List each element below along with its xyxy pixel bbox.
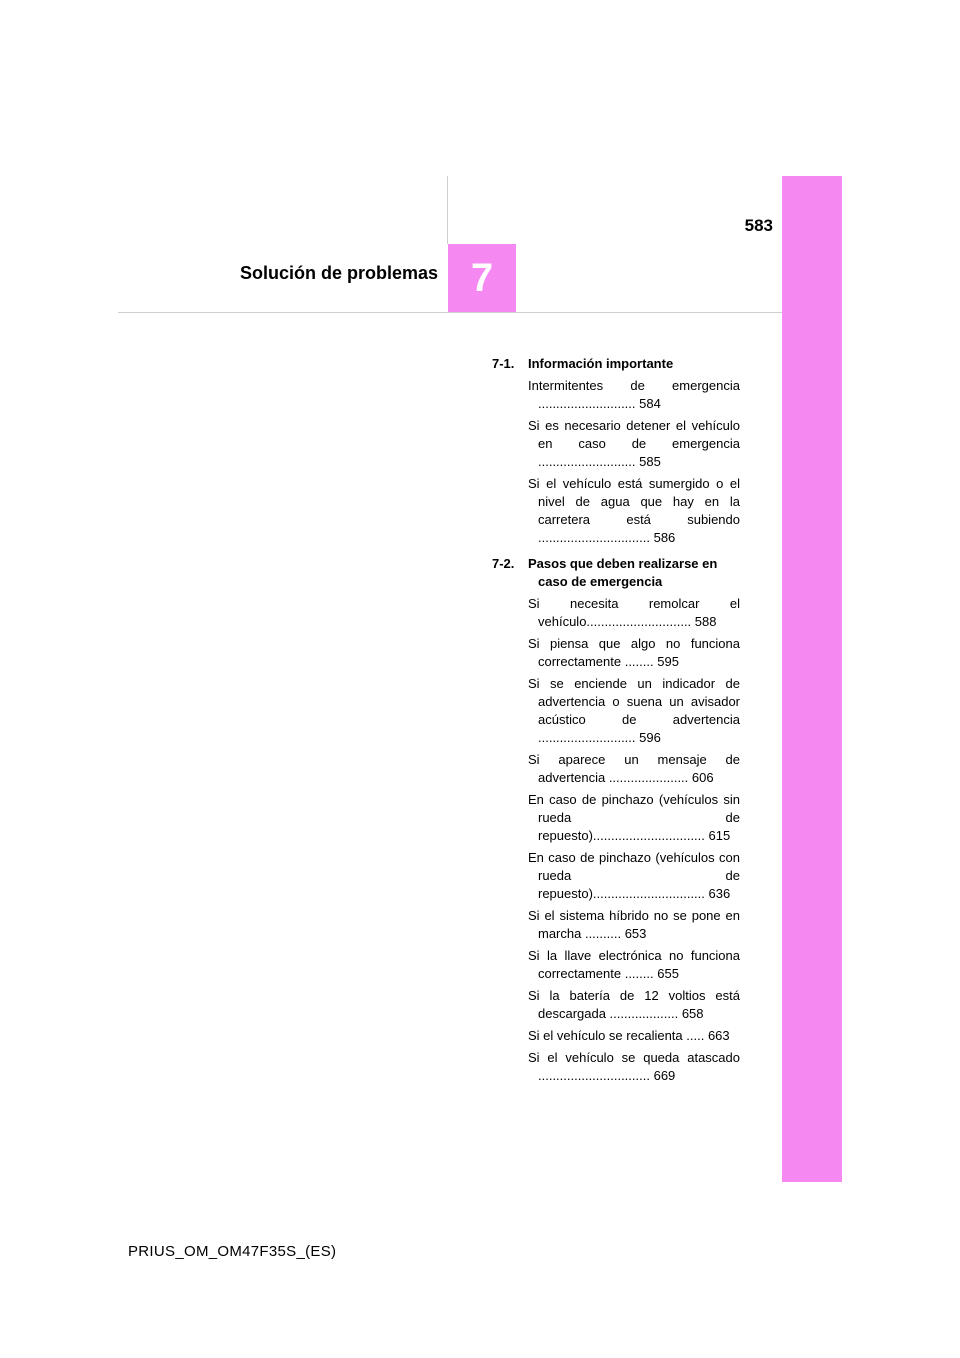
toc-entry[interactable] bbox=[528, 675, 740, 747]
toc-entry-text: Si la llave electrónica no funciona correctamente ........ bbox=[528, 948, 740, 981]
toc-entry[interactable] bbox=[528, 377, 740, 413]
document-code: PRIUS_OM_OM47F35S_(ES) bbox=[128, 1243, 337, 1260]
chapter-title: Solución de problemas bbox=[239, 263, 438, 283]
toc-entry[interactable] bbox=[528, 849, 740, 903]
chapter-number-badge: 7 bbox=[448, 244, 516, 312]
toc-entry[interactable] bbox=[528, 475, 740, 547]
toc-section-7-2 bbox=[492, 555, 740, 1085]
toc-entry[interactable] bbox=[528, 751, 740, 787]
toc-entry-page: 606 bbox=[691, 770, 714, 785]
table-of-contents bbox=[492, 355, 740, 1093]
toc-entry-page: 655 bbox=[657, 966, 679, 981]
toc-entry-page: 636 bbox=[708, 886, 731, 901]
chapter-side-tab bbox=[782, 176, 842, 1182]
toc-entry-page: 595 bbox=[657, 654, 679, 669]
toc-entry-page: 585 bbox=[639, 454, 661, 469]
section-entries bbox=[528, 595, 740, 1085]
toc-entry-text: Si el sistema híbrido no se pone en marcha .......... bbox=[528, 908, 740, 941]
toc-entry-text: Si la batería de 12 voltios está descargada ................... bbox=[528, 988, 740, 1021]
toc-entry-text: Si el vehículo se queda atascado ............................... bbox=[528, 1050, 740, 1083]
toc-entry[interactable] bbox=[528, 907, 740, 943]
toc-entry-page: 588 bbox=[694, 614, 717, 629]
toc-entry-page: 653 bbox=[624, 926, 647, 941]
toc-entry-text: Si es necesario detener el vehículo en caso de emergencia ........................... bbox=[528, 418, 740, 469]
toc-entry[interactable] bbox=[528, 987, 740, 1023]
toc-entry[interactable] bbox=[528, 947, 740, 983]
section-title: Pasos que deben realizarse en caso de emergencia bbox=[528, 556, 718, 589]
toc-entry-text: Si aparece un mensaje de advertencia ...................... bbox=[528, 752, 740, 785]
toc-entry-page: 615 bbox=[708, 828, 731, 843]
toc-section-7-1 bbox=[492, 355, 740, 547]
page-number: 583 bbox=[744, 216, 773, 235]
section-number: 7-2. bbox=[492, 556, 515, 571]
section-number: 7-1. bbox=[492, 356, 515, 371]
toc-entry-page: 669 bbox=[653, 1068, 676, 1083]
toc-entry-page: 663 bbox=[707, 1028, 730, 1043]
toc-entry[interactable] bbox=[528, 635, 740, 671]
toc-entry-text: Intermitentes de emergencia ........................... bbox=[528, 378, 740, 411]
toc-entry[interactable] bbox=[528, 791, 740, 845]
toc-entry-text: En caso de pinchazo (vehículos con rueda de repuesto)............................... bbox=[528, 850, 740, 901]
toc-entry-page: 596 bbox=[639, 730, 661, 745]
header-divider bbox=[118, 312, 782, 313]
toc-entry-text: En caso de pinchazo (vehículos sin rueda de repuesto)............................... bbox=[528, 792, 740, 843]
toc-entry-text: Si se enciende un indicador de advertencia o suena un avisador acústico de advertencia ........................... bbox=[528, 676, 740, 745]
toc-entry[interactable] bbox=[528, 595, 740, 631]
toc-entry-text: Si piensa que algo no funciona correctamente ........ bbox=[528, 636, 740, 669]
toc-entry-text: Si el vehículo se recalienta ..... bbox=[528, 1028, 705, 1043]
section-title: Información importante bbox=[528, 356, 674, 371]
header-divider-vertical bbox=[447, 176, 448, 244]
toc-entry[interactable] bbox=[528, 1027, 740, 1045]
toc-entry-page: 658 bbox=[681, 1006, 704, 1021]
toc-entry-page: 586 bbox=[653, 530, 676, 545]
section-entries bbox=[528, 377, 740, 547]
toc-entry[interactable] bbox=[528, 417, 740, 471]
toc-entry-page: 584 bbox=[639, 396, 661, 411]
toc-entry-text: Si el vehículo está sumergido o el nivel de agua que hay en la carretera está subiendo ............................... bbox=[528, 476, 740, 545]
toc-entry[interactable] bbox=[528, 1049, 740, 1085]
toc-entry-text: Si necesita remolcar el vehículo............................. bbox=[528, 596, 740, 629]
